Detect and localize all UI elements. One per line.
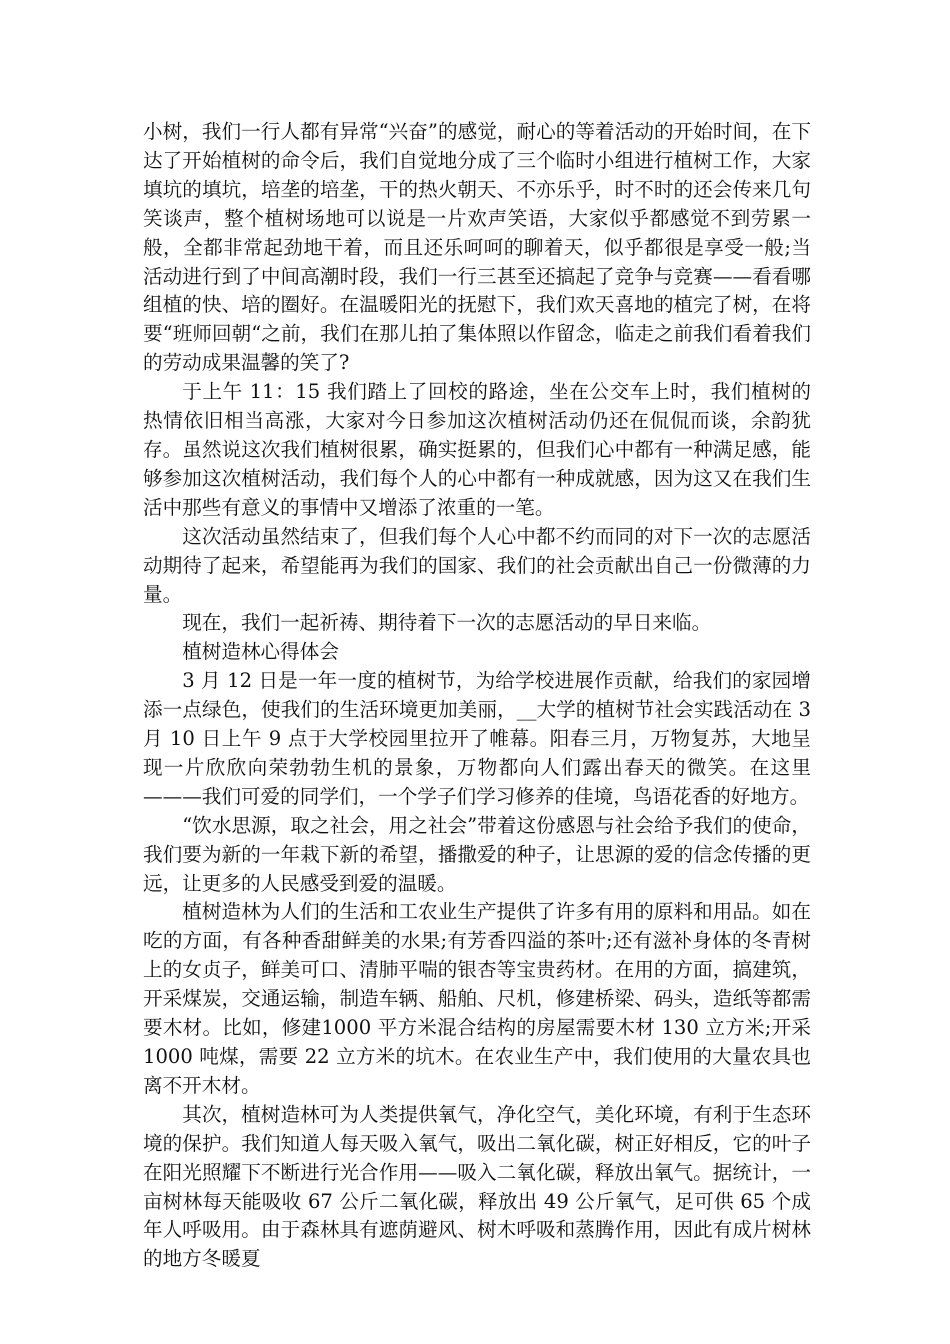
paragraph-continued-tree-planting: 小树，我们一行人都有异常“兴奋”的感觉，耐心的等着活动的开始时间，在下达了开始植树的命令后，我们自觉地分成了三个临时小组进行植树工作，大家填坑的填坑，培垄的培垄，干的热火朝天、不亦乐乎，时不时的还会传来几句笑谈声，整个植树场地可以说是一片欢声笑语，大家似乎都感觉不到劳累一般，全都非常起劲地干着，而且还乐呵呵的聊着天，似乎都很是享受一般;当活动进行到了中间高潮时段，我们一行三甚至还搞起了竞争与竞赛——看看哪组植的快、培的圈好。在温暖阳光的抚慰下，我们欢天喜地的植完了树，在将要“班师回朝“之前，我们在那儿拍了集体照以作留念，临走之前我们看着我们的劳动成果温馨的笑了? — [143, 120, 811, 375]
paragraph-oxygen: 其次，植树造林可为人类提供氧气，净化空气，美化环境，有利于生态环境的保护。我们知道人每天吸入氧气，吸出二氧化碳，树正好相反，它的叶子在阳光照耀下不断进行光合作用——吸入二氧化碳，释放出氧气。据统计，一亩树林每天能吸收 67 公斤二氧化碳，释放出 49 公斤氧气，足可供 65 个成年人呼吸用。由于森林具有遮荫避风、树木呼吸和蒸腾作用，因此有成片树林的地方冬暖夏 — [143, 1102, 811, 1271]
document-page — [143, 118, 811, 1274]
paragraph-arbor-day: 3 月 12 日是一年一度的植树节，为给学校进展作贡献，给我们的家园增添一点绿色，使我们的生活环境更加美丽，__大学的植树节社会实践活动在 3 月 10 日上午 9 点于大学校园里拉开了帷幕。阳春三月，万物复苏，大地呈现一片欣欣向荣勃勃生机的景象，万物都向人们露出春天的微笑。在这里———我们可爱的同学们，一个学子们学习修养的佳境，鸟语花香的好地方。 — [143, 669, 811, 808]
paragraph-forest-products: 植树造林为人们的生活和工农业生产提供了许多有用的原料和用品。如在吃的方面，有各种香甜鲜美的水果;有芳香四溢的茶叶;还有滋补身体的冬青树上的女贞子，鲜美可口、清肺平喘的银杏等宝贵药材。在用的方面，搞建筑，开采煤炭，交通运输，制造车辆、船舶、尺机，修建桥梁、码头，造纸等都需要木材。比如，修建1000 平方米混合结构的房屋需要木材 130 立方米;开采 1000 吨煤，需要 22 立方米的坑木。在农业生产中，我们使用的大量农具也离不开木材。 — [143, 900, 811, 1097]
paragraph-return-trip: 于上午 11：15 我们踏上了回校的路途，坐在公交车上时，我们植树的热情依旧相当高涨，大家对今日参加这次植树活动仍还在侃侃而谈，余韵犹存。虽然说这次我们植树很累，确实挺累的，但我们心中都有一种满足感，能够参加这次植树活动，我们每个人的心中都有一种成就感，因为这又在我们生活中那些有意义的事情中又增添了浓重的一笔。 — [143, 380, 811, 519]
section-title: 植树造林心得体会 — [182, 640, 339, 664]
paragraph-gratitude: “饮水思源，取之社会，用之社会”带着这份感恩与社会给予我们的使命，我们要为新的一年栽下新的希望，播撒爱的种子，让思源的爱的信念传播的更远，让更多的人民感受到爱的温暖。 — [143, 813, 811, 895]
paragraph-looking-forward: 现在，我们一起祈祷、期待着下一次的志愿活动的早日来临。 — [182, 611, 712, 635]
paragraph-activity-ended: 这次活动虽然结束了，但我们每个人心中都不约而同的对下一次的志愿活动期待了起来，希望能再为我们的国家、我们的社会贡献出自己一份微薄的力量。 — [143, 524, 811, 606]
